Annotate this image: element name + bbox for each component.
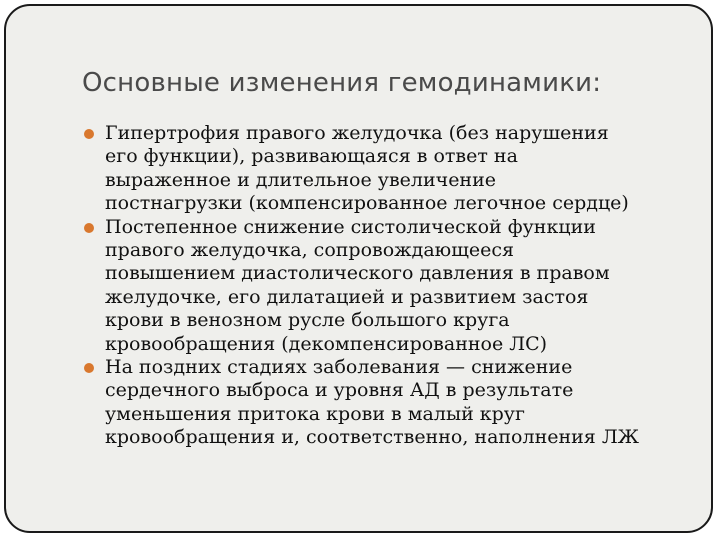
bullet-item — [84, 122, 704, 216]
bullet-text-line: крови в венозном русле большого круга — [105, 309, 510, 332]
bullet-text-line: сердечного выброса и уровня АД в результате — [105, 379, 574, 402]
bullet-dot-icon — [84, 363, 94, 373]
bullet-text-line: желудочке, его дилатацией и развитием застоя — [105, 285, 589, 308]
bullet-dot-icon — [84, 129, 94, 139]
bullet-text-line: Гипертрофия правого желудочка (без нарушения — [105, 122, 609, 144]
bullet-item — [84, 216, 704, 356]
bullet-text-line: уменьшения притока крови в малый круг — [105, 402, 525, 425]
bullet-item — [84, 356, 704, 450]
slide-frame — [4, 4, 713, 533]
bullet-text-line: выраженное и длительное увеличение — [105, 168, 497, 191]
bullet-list — [84, 122, 704, 450]
bullet-text-line: кровообращения (декомпенсированное ЛС) — [105, 332, 548, 355]
bullet-text-line: правого желудочка, сопровождающееся — [105, 239, 514, 262]
bullet-text-line: кровообращения и, соответственно, наполнения ЛЖ — [105, 426, 640, 449]
bullet-text-line: постнагрузки (компенсированное легочное сердце) — [105, 192, 629, 215]
slide-title: Основные изменения гемодинамики: — [82, 68, 602, 98]
bullet-text-line: Постепенное снижение систолической функции — [105, 215, 596, 238]
bullet-text-line: На поздних стадиях заболевания — снижение — [105, 356, 573, 379]
bullet-text-line: его функции), развивающаяся в ответ на — [105, 145, 518, 168]
bullet-dot-icon — [84, 223, 94, 233]
bullet-text-line: повышением диастолического давления в правом — [105, 262, 610, 285]
